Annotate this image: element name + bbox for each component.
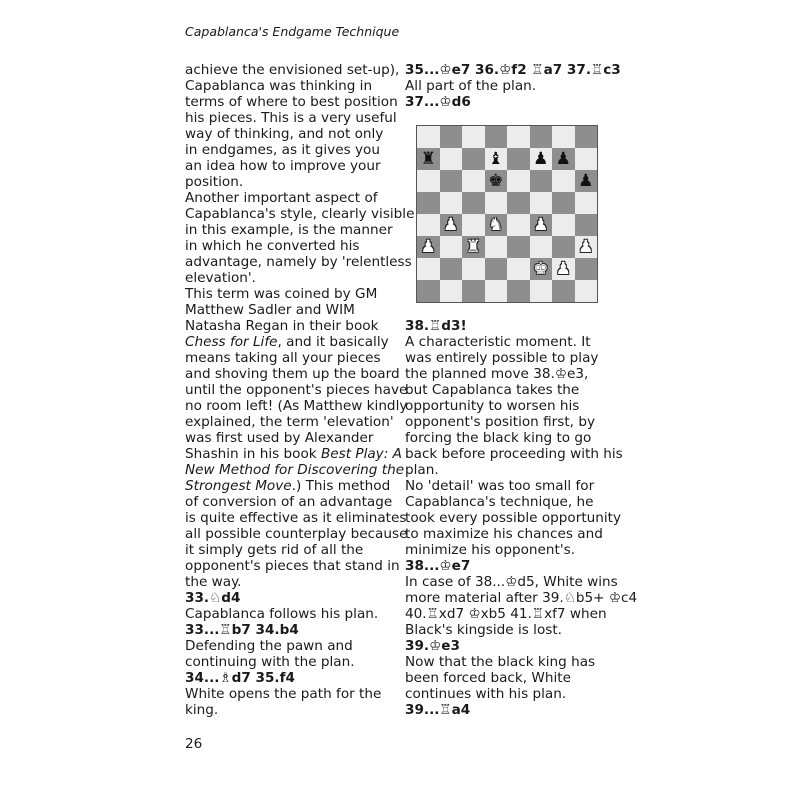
move-notation: 39...♖a4: [405, 702, 471, 718]
board-square: [575, 258, 598, 280]
text-line: of conversion of an advantage: [185, 494, 393, 510]
board-square: [507, 170, 530, 192]
board-square: [485, 148, 508, 170]
move-notation: 39.♔e3: [405, 638, 460, 654]
text-line: took every possible opportunity: [405, 510, 622, 526]
board-square: [462, 280, 485, 302]
text-line: New Method for Discovering the: [185, 462, 405, 478]
board-square: [417, 258, 440, 280]
text-line: the planned move 38.♔e3,: [405, 366, 589, 382]
text-line: means taking all your pieces: [185, 350, 381, 366]
board-square: [485, 280, 508, 302]
board-square: [440, 280, 463, 302]
text-line: achieve the envisioned set-up),: [185, 62, 400, 78]
text-line: 40.♖xd7 ♔xb5 41.♖xf7 when: [405, 606, 607, 622]
board-square: [552, 236, 575, 258]
board-square: [552, 192, 575, 214]
white-rook-icon: ♜: [465, 236, 481, 257]
text-line: but Capablanca takes the: [405, 382, 580, 398]
text-line: it simply gets rid of all the: [185, 542, 364, 558]
board-square: [440, 236, 463, 258]
white-pawn-icon: ♟: [443, 214, 459, 235]
board-square: [530, 236, 553, 258]
text-line: forcing the black king to go: [405, 430, 592, 446]
text-line: Matthew Sadler and WIM: [185, 302, 355, 318]
black-rook-icon: ♜: [420, 148, 436, 169]
text-line: his pieces. This is a very useful: [185, 110, 397, 126]
text-span: .) This method: [291, 478, 391, 494]
text-line: A characteristic moment. It: [405, 334, 591, 350]
book-title: Chess for Life: [185, 334, 278, 350]
text-line: opponent's position first, by: [405, 414, 596, 430]
text-line: In case of 38...♔d5, White wins: [405, 574, 618, 590]
board-square: [507, 192, 530, 214]
board-square: [575, 192, 598, 214]
text-line: an idea how to improve your: [185, 158, 381, 174]
board-square: [462, 214, 485, 236]
text-line: Capablanca follows his plan.: [185, 606, 379, 622]
text-line: Capablanca was thinking in: [185, 78, 373, 94]
move-notation: 35...♔e7 36.♔f2 ♖a7 37.♖c3: [405, 62, 621, 78]
text-line: minimize his opponent's.: [405, 542, 576, 558]
text-line: This term was coined by GM: [185, 286, 378, 302]
board-square: [552, 148, 575, 170]
text-line: to maximize his chances and: [405, 526, 603, 542]
board-square: [485, 170, 508, 192]
board-square: [417, 170, 440, 192]
book-title: Best Play: A: [320, 446, 402, 462]
board-square: [417, 192, 440, 214]
black-bishop-icon: ♝: [488, 148, 504, 169]
left-column: [185, 62, 415, 718]
white-pawn-icon: ♟: [533, 214, 549, 235]
white-king-icon: ♚: [533, 258, 549, 279]
black-king-icon: ♚: [488, 170, 504, 191]
board-square: [440, 192, 463, 214]
board-square: [440, 170, 463, 192]
text-line: way of thinking, and not only: [185, 126, 384, 142]
text-line: [185, 334, 395, 350]
text-line: opportunity to worsen his: [405, 398, 580, 414]
board-square: [462, 126, 485, 148]
board-square: [530, 148, 553, 170]
board-square: [417, 280, 440, 302]
board-square: [507, 214, 530, 236]
board-square: [575, 126, 598, 148]
white-pawn-icon: ♟: [578, 236, 594, 257]
text-line: Defending the pawn and: [185, 638, 353, 654]
text-line: Natasha Regan in their book: [185, 318, 379, 334]
text-line: All part of the plan.: [405, 78, 537, 94]
move-notation: 37...♔d6: [405, 94, 471, 110]
text-line: position.: [185, 174, 244, 190]
board-square: [440, 258, 463, 280]
text-line: continuing with the plan.: [185, 654, 355, 670]
text-line: continues with his plan.: [405, 686, 567, 702]
board-square: [485, 214, 508, 236]
board-square: [507, 148, 530, 170]
text-line: Capablanca's style, clearly visible: [185, 206, 415, 222]
board-square: [552, 280, 575, 302]
board-square: [507, 236, 530, 258]
text-line: Now that the black king has: [405, 654, 596, 670]
board-square: [462, 236, 485, 258]
move-notation: 33...♖b7 34.b4: [185, 622, 299, 638]
white-pawn-icon: ♟: [555, 258, 571, 279]
board-square: [552, 170, 575, 192]
text-line: was entirely possible to play: [405, 350, 599, 366]
text-line: Another important aspect of: [185, 190, 378, 206]
board-square: [530, 126, 553, 148]
white-knight-icon: ♞: [488, 214, 504, 235]
board-square: [530, 280, 553, 302]
board-square: [440, 214, 463, 236]
move-notation: 38...♔e7: [405, 558, 471, 574]
text-line: in which he converted his: [185, 238, 360, 254]
board-square: [462, 258, 485, 280]
board-square: [507, 126, 530, 148]
board-square: [462, 170, 485, 192]
board-square: [552, 214, 575, 236]
board-square: [530, 192, 553, 214]
text-line: in endgames, as it gives you: [185, 142, 380, 158]
text-line: all possible counterplay because: [185, 526, 408, 542]
text-line: Capablanca's technique, he: [405, 494, 594, 510]
text-span: Shashin in his book: [185, 446, 321, 462]
text-line: in this example, is the manner: [185, 222, 393, 238]
board-square: [462, 148, 485, 170]
text-line: elevation'.: [185, 270, 256, 286]
text-line: no room left! (As Matthew kindly: [185, 398, 408, 414]
text-line: [185, 478, 395, 494]
text-span: , and it basically: [277, 334, 389, 350]
board-square: [575, 280, 598, 302]
board-square: [440, 126, 463, 148]
board-square: [530, 214, 553, 236]
board-square: [575, 236, 598, 258]
text-line: king.: [185, 702, 219, 718]
board-square: [485, 236, 508, 258]
text-line: explained, the term 'elevation': [185, 414, 394, 430]
board-square: [485, 258, 508, 280]
board-square: [552, 258, 575, 280]
move-notation: 33.♘d4: [185, 590, 241, 606]
black-pawn-icon: ♟: [555, 148, 571, 169]
text-line: terms of where to best position: [185, 94, 398, 110]
text-line: until the opponent's pieces have: [185, 382, 408, 398]
text-line: White opens the path for the: [185, 686, 382, 702]
text-line: and shoving them up the board: [185, 366, 400, 382]
text-line: the way.: [185, 574, 242, 590]
board-square: [530, 258, 553, 280]
board-square: [530, 170, 553, 192]
right-column-bottom: [405, 318, 638, 718]
board-square: [485, 192, 508, 214]
board-square: [575, 148, 598, 170]
move-notation: 38.♖d3!: [405, 318, 467, 334]
text-line: more material after 39.♘b5+ ♔c4: [405, 590, 638, 606]
board-square: [552, 126, 575, 148]
text-line: Black's kingside is lost.: [405, 622, 562, 638]
board-square: [417, 148, 440, 170]
board-square: [440, 148, 463, 170]
board-square: [575, 170, 598, 192]
black-pawn-icon: ♟: [533, 148, 549, 169]
text-line: is quite effective as it eliminates: [185, 510, 407, 526]
text-line: was first used by Alexander: [185, 430, 374, 446]
text-line: advantage, namely by 'relentless: [185, 254, 412, 270]
board-square: [575, 214, 598, 236]
board-square: [485, 126, 508, 148]
book-title: Strongest Move: [185, 478, 292, 494]
right-column-top: [405, 62, 620, 110]
text-line: No 'detail' was too small for: [405, 478, 595, 494]
black-pawn-icon: ♟: [578, 170, 594, 191]
running-header: Capablanca's Endgame Technique: [185, 24, 400, 39]
board-square: [417, 236, 440, 258]
text-line: [185, 446, 402, 462]
board-square: [507, 280, 530, 302]
board-square: [417, 126, 440, 148]
white-pawn-icon: ♟: [420, 236, 436, 257]
board-square: [507, 258, 530, 280]
text-line: been forced back, White: [405, 670, 571, 686]
page-number: 26: [185, 736, 203, 752]
board-square: [462, 192, 485, 214]
text-line: back before proceeding with his: [405, 446, 623, 462]
move-notation: 34...♗d7 35.f4: [185, 670, 295, 686]
text-line: plan.: [405, 462, 439, 478]
board-square: [417, 214, 440, 236]
text-line: opponent's pieces that stand in: [185, 558, 400, 574]
chess-diagram: [416, 125, 598, 303]
